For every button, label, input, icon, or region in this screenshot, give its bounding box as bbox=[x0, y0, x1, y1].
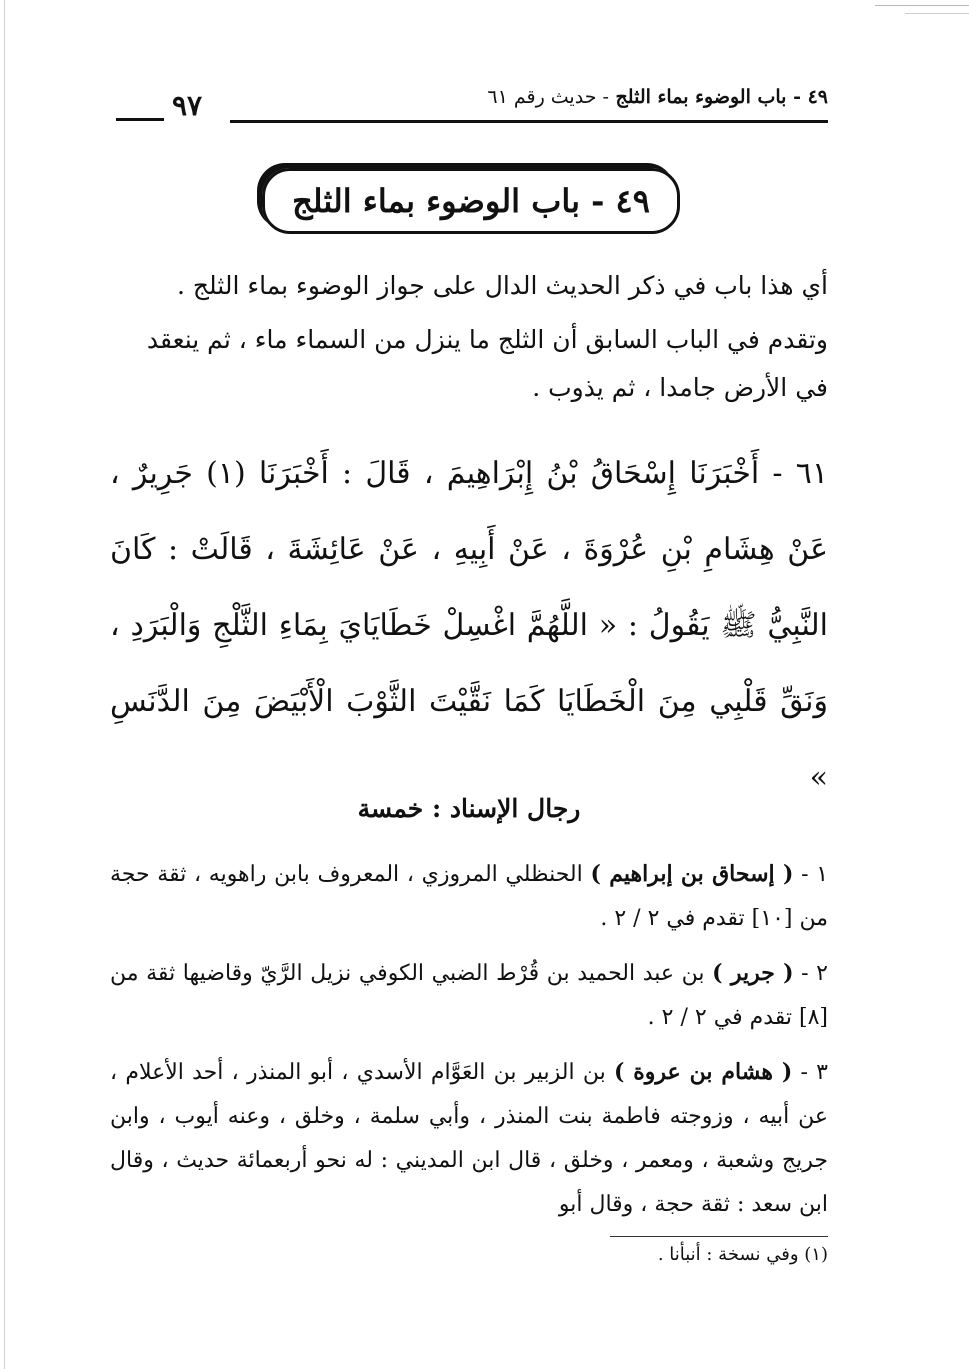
narrator-number: ١ - bbox=[793, 862, 829, 887]
header-rule bbox=[230, 120, 828, 123]
narrator-name: ( إسحاق بن إبراهيم ) bbox=[590, 861, 794, 887]
header-hadith-ref: - حديث رقم ٦١ bbox=[487, 86, 609, 108]
intro-paragraph: وتقدم في الباب السابق أن الثلج ما ينزل من السماء ماء ، ثم ينعقد في الأرض جامدا ، ثم يذوب . bbox=[146, 325, 828, 402]
narrator-name: ( هشام بن عروة ) bbox=[613, 1059, 793, 1085]
scan-edge-top bbox=[875, 5, 969, 6]
narrator-entry bbox=[110, 852, 828, 941]
narrator-name: ( جرير ) bbox=[712, 960, 794, 986]
running-header bbox=[110, 78, 828, 128]
page-number: ٩٧ bbox=[172, 89, 203, 122]
footnote-separator bbox=[610, 1236, 828, 1237]
narrator-number: ٣ - bbox=[792, 1060, 828, 1085]
intro-paragraph: أي هذا باب في ذكر الحديث الدال على جواز الوضوء بماء الثلج . bbox=[176, 271, 828, 300]
page-number-rule bbox=[116, 118, 164, 121]
header-chapter: ٤٩ - باب الوضوء بماء الثلج bbox=[615, 86, 828, 108]
narrators-list bbox=[110, 852, 828, 1227]
hadith-text-block bbox=[110, 436, 828, 816]
narrator-description: الحنظلي المروزي ، المعروف بابن راهويه ، ثقة حجة من [١٠] تقدم في ٢ / ٢ . bbox=[110, 862, 828, 931]
narrator-description: بن الزبير بن العَوَّام الأسدي ، أبو المنذر ، أحد الأعلام ، عن أبيه ، وزوجته فاطمة بنت المنذر ، وأبي سلمة ، وخلق ، وعنه أيوب ، وابن جريج وشعبة ، ومعمر ، وخلق ، قال ابن المديني : له نحو أربعمائة حديث ، وقال ابن سعد : ثقة حجة ، وقال أبو bbox=[110, 1060, 828, 1217]
narrator-description: بن عبد الحميد بن قُرْط الضبي الكوفي نزيل الرَّيّ وقاضيها ثقة من [٨] تقدم في ٢ / ٢ . bbox=[110, 961, 828, 1030]
narrator-entry bbox=[110, 1050, 828, 1227]
chapter-title: ٤٩ - باب الوضوء بماء الثلج bbox=[292, 182, 650, 220]
narrator-entry bbox=[110, 951, 828, 1040]
narrator-number: ٢ - bbox=[793, 961, 828, 986]
footnote: (١) وفي نسخة : أنبأنا . bbox=[657, 1244, 828, 1265]
scan-edge-top-secondary bbox=[905, 13, 969, 14]
chapter-title-box bbox=[262, 168, 680, 234]
intro-paragraphs bbox=[110, 262, 828, 412]
scan-edge-left bbox=[4, 0, 5, 1369]
hadith-text: ٦١ - أَخْبَرَنَا إِسْحَاقُ بْنُ إِبْرَاهِيمَ ، قَالَ : أَخْبَرَنَا (١) جَرِيرٌ ، عَنْ هِشَامِ بْنِ عُرْوَةَ ، عَنْ أَبِيهِ ، عَنْ عَائِشَةَ ، قَالَتْ : كَانَ النَّبِيُّ ﷺ يَقُولُ : « اللَّهُمَّ اغْسِلْ خَطَايَايَ بِمَاءِ الثَّلْجِ وَالْبَرَدِ ، وَنَقِّ قَلْبِي مِنَ الْخَطَايَا كَمَا نَقَّيْتَ الثَّوْبَ الْأَبْيَضَ مِنَ الدَّنَسِ » bbox=[110, 456, 828, 795]
section-title: رجال الإسناد : خمسة bbox=[357, 794, 581, 823]
header-chapter-line bbox=[487, 86, 828, 108]
